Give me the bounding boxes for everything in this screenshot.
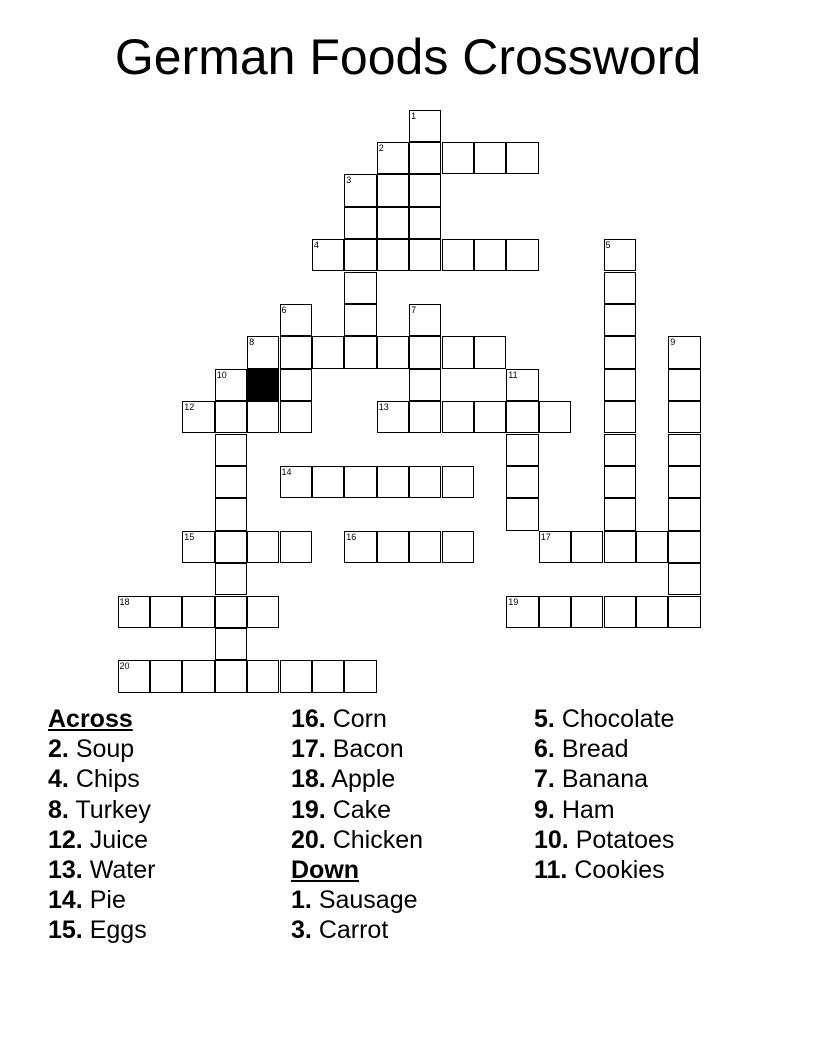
clue-across-4 xyxy=(48,764,155,794)
clue-number-label: 16 xyxy=(346,531,357,542)
crossword-cell[interactable] xyxy=(247,596,279,628)
crossword-cell[interactable] xyxy=(344,660,376,692)
crossword-cell[interactable] xyxy=(344,207,376,239)
crossword-cell[interactable] xyxy=(474,239,506,271)
crossword-cell[interactable] xyxy=(571,596,603,628)
crossword-cell[interactable] xyxy=(506,401,538,433)
crossword-cell[interactable] xyxy=(150,596,182,628)
crossword-cell[interactable] xyxy=(344,531,376,563)
crossword-cell[interactable] xyxy=(247,531,279,563)
clue-number-label: 20 xyxy=(119,661,130,672)
crossword-cell[interactable] xyxy=(280,466,312,498)
crossword-cell[interactable] xyxy=(539,401,571,433)
clue-text: Pie xyxy=(89,886,126,915)
clue-text: Chocolate xyxy=(561,705,675,733)
clue-text: Cookies xyxy=(574,855,665,884)
crossword-block-cell xyxy=(247,369,279,401)
clue-number-label: 8 xyxy=(249,337,255,348)
down-heading: Down xyxy=(291,855,360,884)
crossword-cell[interactable] xyxy=(215,628,247,660)
clue-across-14 xyxy=(48,885,155,915)
crossword-cell[interactable] xyxy=(118,596,150,628)
crossword-cell[interactable] xyxy=(312,466,344,498)
crossword-cell[interactable] xyxy=(280,336,312,368)
crossword-cell[interactable] xyxy=(571,531,603,563)
crossword-cell[interactable] xyxy=(409,207,441,239)
crossword-cell[interactable] xyxy=(344,304,376,336)
crossword-cell[interactable] xyxy=(636,596,668,628)
clue-text: Potatoes xyxy=(575,825,675,854)
clue-across-18 xyxy=(291,764,423,794)
crossword-cell[interactable] xyxy=(215,498,247,530)
crossword-cell[interactable] xyxy=(604,239,636,271)
crossword-cell[interactable] xyxy=(312,336,344,368)
clue-number: 2. xyxy=(48,735,69,764)
crossword-cell[interactable] xyxy=(604,336,636,368)
clue-text: Banana xyxy=(561,765,649,794)
crossword-cell[interactable] xyxy=(506,498,538,530)
clue-number: 12. xyxy=(48,825,83,854)
crossword-cell[interactable] xyxy=(604,401,636,433)
crossword-cell[interactable] xyxy=(668,498,700,530)
crossword-cell[interactable] xyxy=(506,369,538,401)
clue-number-label: 1 xyxy=(411,110,417,121)
clue-across-12 xyxy=(48,825,155,855)
crossword-cell[interactable] xyxy=(409,466,441,498)
crossword-cell[interactable] xyxy=(442,336,474,368)
clue-number-label: 2 xyxy=(378,142,384,153)
clue-text: Water xyxy=(89,855,156,884)
clue-down-5 xyxy=(534,704,674,734)
clue-text: Carrot xyxy=(318,916,389,945)
crossword-cell[interactable] xyxy=(506,466,538,498)
crossword-cell[interactable] xyxy=(377,174,409,206)
clue-number: 19. xyxy=(291,795,326,824)
clue-number-label: 5 xyxy=(605,240,611,251)
clue-column-1 xyxy=(48,704,155,946)
crossword-cell[interactable] xyxy=(247,401,279,433)
crossword-cell[interactable] xyxy=(280,660,312,692)
crossword-cell[interactable] xyxy=(442,142,474,174)
across-heading: Across xyxy=(48,705,133,733)
crossword-cell[interactable] xyxy=(344,174,376,206)
clue-number: 14. xyxy=(48,886,83,915)
clue-number-label: 18 xyxy=(119,596,130,607)
crossword-cell[interactable] xyxy=(409,142,441,174)
crossword-cell[interactable] xyxy=(344,336,376,368)
crossword-cell[interactable] xyxy=(150,660,182,692)
clue-number-label: 4 xyxy=(313,240,319,251)
clue-text: Soup xyxy=(75,735,135,764)
clue-number-label: 11 xyxy=(508,369,518,380)
clue-number: 17. xyxy=(291,735,326,764)
crossword-cell[interactable] xyxy=(182,660,214,692)
crossword-cell[interactable] xyxy=(409,401,441,433)
crossword-cell[interactable] xyxy=(215,596,247,628)
crossword-cell[interactable] xyxy=(344,272,376,304)
crossword-cell[interactable] xyxy=(668,531,700,563)
crossword-cell[interactable] xyxy=(377,401,409,433)
crossword-cell[interactable] xyxy=(377,142,409,174)
crossword-cell[interactable] xyxy=(604,434,636,466)
crossword-cell[interactable] xyxy=(506,596,538,628)
clue-number: 13. xyxy=(48,855,83,884)
crossword-cell[interactable] xyxy=(668,401,700,433)
crossword-cell[interactable] xyxy=(604,272,636,304)
clue-number: 15. xyxy=(48,916,83,945)
crossword-cell[interactable] xyxy=(280,531,312,563)
clue-number: 4. xyxy=(48,765,69,794)
crossword-cell[interactable] xyxy=(668,434,700,466)
clue-text: Bread xyxy=(561,735,629,764)
clue-down-11 xyxy=(534,855,674,885)
crossword-cell[interactable] xyxy=(668,563,700,595)
page-title: German Foods Crossword xyxy=(114,29,702,85)
crossword-cell[interactable] xyxy=(409,304,441,336)
crossword-cell[interactable] xyxy=(506,142,538,174)
crossword-cell[interactable] xyxy=(215,660,247,692)
clue-text: Apple xyxy=(331,765,396,794)
crossword-cell[interactable] xyxy=(377,207,409,239)
clue-number-label: 17 xyxy=(540,531,551,542)
clue-number: 3. xyxy=(291,916,312,945)
crossword-cell[interactable] xyxy=(604,531,636,563)
crossword-cell[interactable] xyxy=(668,369,700,401)
crossword-cell[interactable] xyxy=(668,466,700,498)
crossword-cell[interactable] xyxy=(474,401,506,433)
crossword-cell[interactable] xyxy=(409,369,441,401)
crossword-cell[interactable] xyxy=(409,531,441,563)
clue-number: 18. xyxy=(291,765,326,794)
crossword-cell[interactable] xyxy=(118,660,150,692)
crossword-cell[interactable] xyxy=(215,531,247,563)
crossword-cell[interactable] xyxy=(506,239,538,271)
clue-text: Turkey xyxy=(75,795,151,824)
crossword-cell[interactable] xyxy=(215,466,247,498)
clue-text: Juice xyxy=(89,825,149,854)
clue-number: 7. xyxy=(534,765,555,794)
clue-number: 1. xyxy=(291,886,312,915)
crossword-cell[interactable] xyxy=(344,466,376,498)
crossword-cell[interactable] xyxy=(442,401,474,433)
crossword-cell[interactable] xyxy=(312,660,344,692)
clue-text: Chicken xyxy=(332,825,424,854)
crossword-cell[interactable] xyxy=(539,596,571,628)
crossword-cell[interactable] xyxy=(668,596,700,628)
crossword-cell[interactable] xyxy=(280,304,312,336)
crossword-cell[interactable] xyxy=(442,239,474,271)
clue-down-1 xyxy=(291,885,423,915)
clue-number-label: 3 xyxy=(346,175,352,186)
crossword-cell[interactable] xyxy=(215,401,247,433)
crossword-cell[interactable] xyxy=(280,401,312,433)
clue-column-2 xyxy=(291,704,423,946)
clue-text: Bacon xyxy=(332,735,404,764)
crossword-cell[interactable] xyxy=(442,531,474,563)
clue-number: 20. xyxy=(291,825,326,854)
clue-across-19 xyxy=(291,795,423,825)
clue-text: Ham xyxy=(561,795,615,824)
clue-number: 6. xyxy=(534,735,555,764)
crossword-cell[interactable] xyxy=(215,369,247,401)
clue-across-16 xyxy=(291,704,423,734)
crossword-cell[interactable] xyxy=(377,466,409,498)
crossword-cell[interactable] xyxy=(506,434,538,466)
crossword-cell[interactable] xyxy=(604,498,636,530)
crossword-cell[interactable] xyxy=(215,563,247,595)
clue-column-3 xyxy=(534,704,674,885)
crossword-cell[interactable] xyxy=(215,434,247,466)
clue-number-label: 19 xyxy=(508,596,519,607)
clue-number: 5. xyxy=(534,705,555,733)
crossword-cell[interactable] xyxy=(668,336,700,368)
clue-number-label: 7 xyxy=(411,304,417,315)
crossword-cell[interactable] xyxy=(247,336,279,368)
clue-down-10 xyxy=(534,825,674,855)
clue-across-13 xyxy=(48,855,155,885)
clue-number: 11. xyxy=(534,855,568,884)
clue-text: Sausage xyxy=(318,886,418,915)
clue-text: Eggs xyxy=(89,916,147,945)
clue-number-label: 12 xyxy=(184,402,195,413)
crossword-cell[interactable] xyxy=(247,660,279,692)
crossword-cell[interactable] xyxy=(182,401,214,433)
clue-number: 10. xyxy=(534,825,569,854)
crossword-cell[interactable] xyxy=(377,239,409,271)
crossword-cell[interactable] xyxy=(604,596,636,628)
crossword-cell[interactable] xyxy=(604,304,636,336)
clue-number-label: 9 xyxy=(670,337,676,348)
clue-across-2 xyxy=(48,734,155,764)
clue-number-label: 14 xyxy=(281,466,292,477)
clue-number: 9. xyxy=(534,795,555,824)
crossword-cell[interactable] xyxy=(409,110,441,142)
crossword-cell[interactable] xyxy=(474,142,506,174)
crossword-cell[interactable] xyxy=(377,531,409,563)
clue-across-8 xyxy=(48,795,155,825)
clue-across-15 xyxy=(48,915,155,945)
crossword-cell[interactable] xyxy=(312,239,344,271)
clue-down-3 xyxy=(291,915,423,945)
clue-number-label: 10 xyxy=(216,369,227,380)
crossword-cell[interactable] xyxy=(409,239,441,271)
crossword-cell[interactable] xyxy=(539,531,571,563)
clue-across-17 xyxy=(291,734,423,764)
clue-number-label: 15 xyxy=(184,531,195,542)
crossword-cell[interactable] xyxy=(409,336,441,368)
clue-number-label: 6 xyxy=(281,304,287,315)
crossword-cell[interactable] xyxy=(344,239,376,271)
clue-down-7 xyxy=(534,764,674,794)
clue-across-20 xyxy=(291,825,423,855)
clue-number: 8. xyxy=(48,795,69,824)
crossword-cell[interactable] xyxy=(409,174,441,206)
clue-text: Chips xyxy=(75,765,140,794)
clue-text: Cake xyxy=(332,795,392,824)
crossword-cell[interactable] xyxy=(377,336,409,368)
crossword-cell[interactable] xyxy=(474,336,506,368)
crossword-cell[interactable] xyxy=(604,466,636,498)
crossword-cell[interactable] xyxy=(636,531,668,563)
crossword-cell[interactable] xyxy=(182,596,214,628)
crossword-cell[interactable] xyxy=(442,466,474,498)
clue-down-6 xyxy=(534,734,674,764)
clue-number: 16. xyxy=(291,705,326,733)
clue-number-label: 13 xyxy=(378,402,389,413)
crossword-cell[interactable] xyxy=(604,369,636,401)
clue-down-9 xyxy=(534,795,674,825)
clue-text: Corn xyxy=(332,705,387,733)
crossword-cell[interactable] xyxy=(280,369,312,401)
crossword-cell[interactable] xyxy=(182,531,214,563)
